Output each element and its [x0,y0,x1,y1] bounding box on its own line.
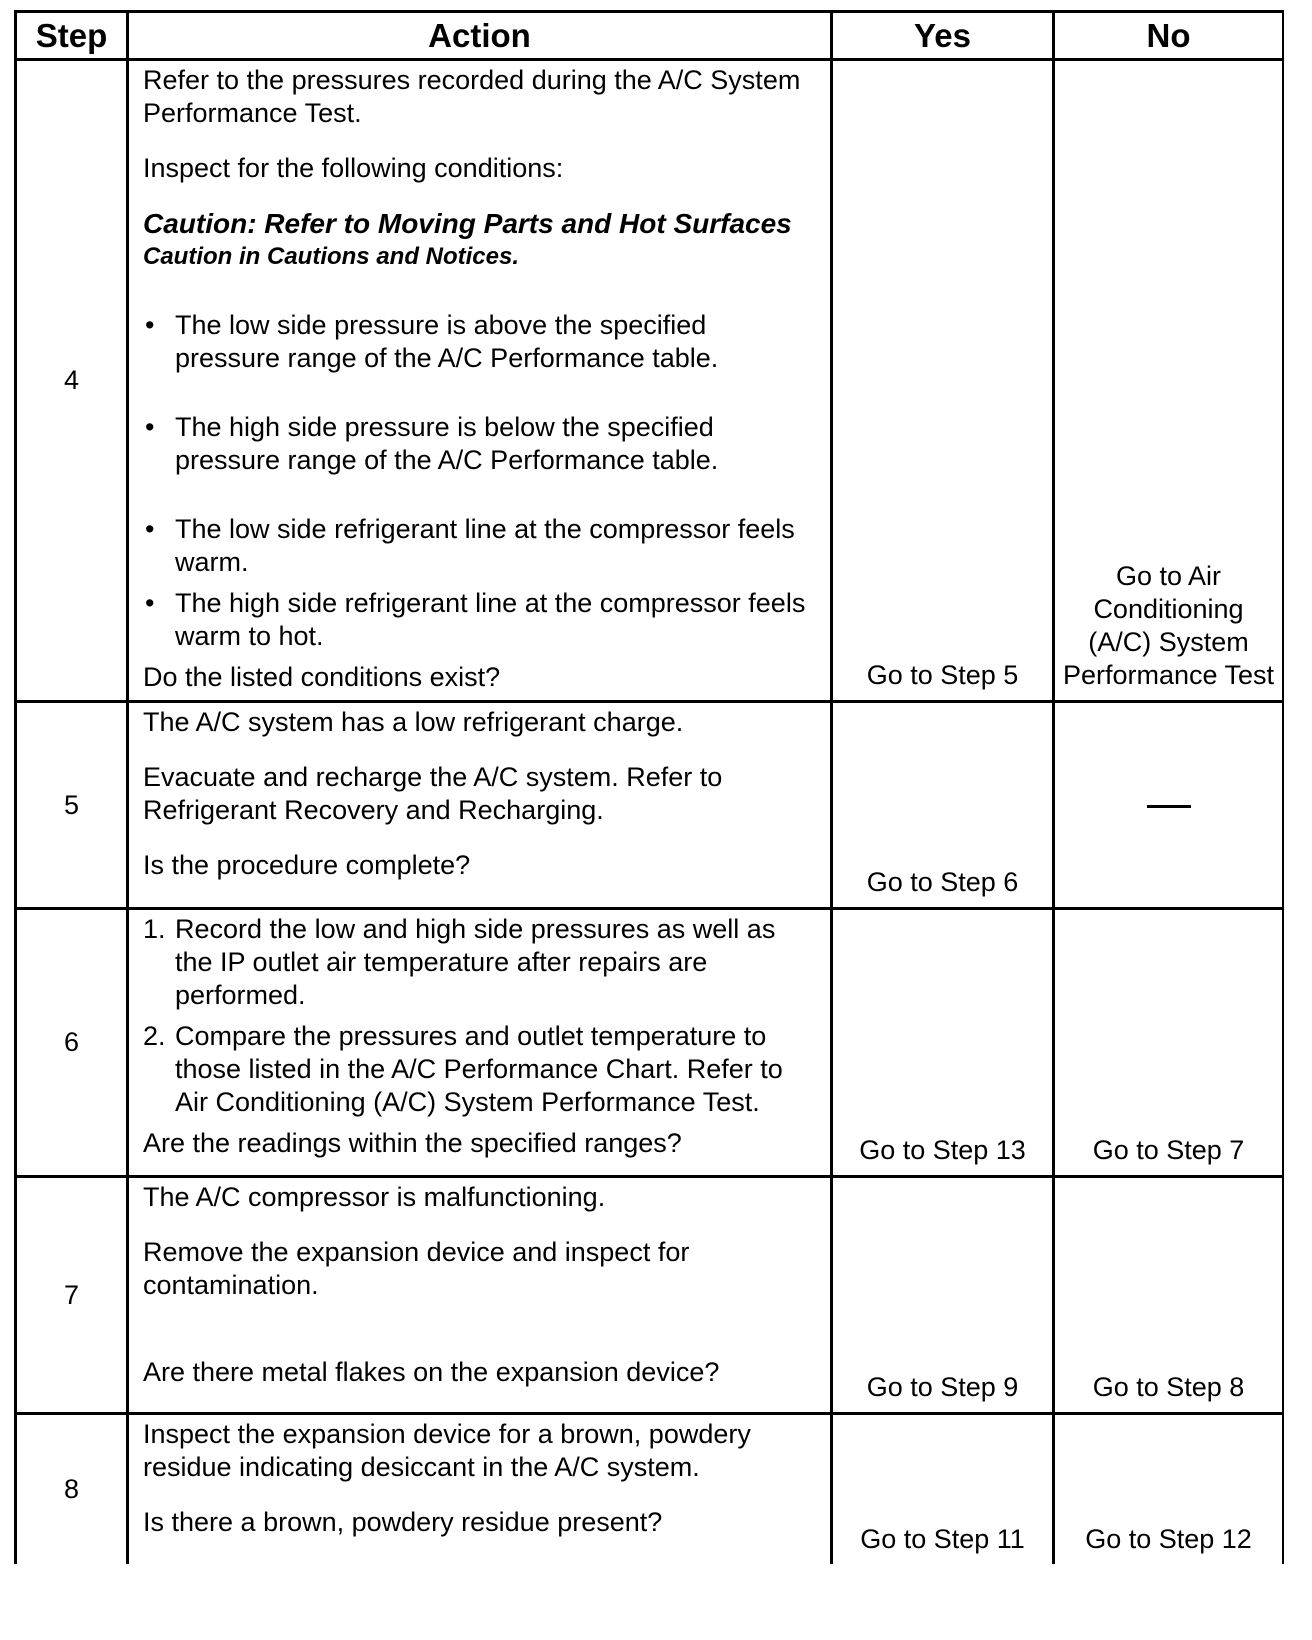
table-row [16,1414,1284,1564]
action-question: Are there metal flakes on the expansion device? [143,1357,720,1387]
numbered-step [143,913,814,1012]
no-result: Go to Air Conditioning (A/C) System Performance Test [1054,60,1284,702]
header-row [16,12,1284,60]
header-step: Step [16,12,128,60]
action-cell [128,1414,832,1564]
action-cell [128,60,832,702]
step-number: 7 [16,1177,128,1414]
numbered-step-index: 2. [143,1021,166,1051]
action-question: Do the listed conditions exist? [143,662,501,692]
header-yes: Yes [832,12,1054,60]
action-question: Is the procedure complete? [143,850,471,880]
not-applicable-dash [1147,805,1191,808]
numbered-step-index: 1. [143,914,166,944]
yes-result: Go to Step 6 [832,702,1054,909]
action-text: Inspect for the following conditions: [143,153,564,183]
condition-bullet: • The high side refrigerant line at the compressor feels warm to hot. [143,587,814,653]
no-result: Go to Step 12 [1054,1414,1284,1564]
caution-line: Caution: Refer to Moving Parts and Hot Surfaces [143,208,792,239]
condition-bullet: • The high side pressure is below the specified pressure range of the A/C Performance table. [143,411,814,477]
action-text: Inspect the expansion device for a brown, powdery residue indicating desiccant in the A/C system. [143,1419,751,1482]
step-number: 8 [16,1414,128,1564]
step-number: 5 [16,702,128,909]
action-question: Are the readings within the specified ranges? [143,1128,682,1158]
diagnostic-table [14,10,1284,1564]
numbered-step [143,1020,814,1119]
header-action: Action [128,12,832,60]
table-row [16,1177,1284,1414]
condition-bullet: • The low side refrigerant line at the compressor feels warm. [143,513,814,579]
numbered-step-text: Compare the pressures and outlet temperature to those listed in the A/C Performance Chart. Refer to Air Conditioning (A/C) System Performance Test. [175,1021,783,1117]
action-cell [128,909,832,1177]
action-cell [128,1177,832,1414]
caution-line: Caution in Cautions and Notices. [143,243,520,270]
diagnostic-table-frame [14,10,1284,1640]
action-text: The A/C compressor is malfunctioning. [143,1182,606,1212]
step-number: 6 [16,909,128,1177]
table-row [16,60,1284,702]
action-cell [128,702,832,909]
step-number: 4 [16,60,128,702]
caution-note [143,207,814,273]
no-result: Go to Step 8 [1054,1177,1284,1414]
action-text: Evacuate and recharge the A/C system. Refer to Refrigerant Recovery and Recharging. [143,762,723,825]
yes-result: Go to Step 9 [832,1177,1054,1414]
action-question: Is there a brown, powdery residue present? [143,1507,663,1537]
condition-bullet: • The low side pressure is above the specified pressure range of the A/C Performance table. [143,309,814,375]
numbered-step-text: Record the low and high side pressures as well as the IP outlet air temperature after repairs are performed. [175,914,776,1010]
no-result [1054,702,1284,909]
action-text: The A/C system has a low refrigerant charge. [143,707,684,737]
table-row [16,909,1284,1177]
header-no: No [1054,12,1284,60]
yes-result: Go to Step 13 [832,909,1054,1177]
no-result: Go to Step 7 [1054,909,1284,1177]
yes-result: Go to Step 5 [832,60,1054,702]
table-row [16,702,1284,909]
action-text: Refer to the pressures recorded during the A/C System Performance Test. [143,65,801,128]
action-text: Remove the expansion device and inspect for contamination. [143,1237,690,1300]
yes-result: Go to Step 11 [832,1414,1054,1564]
